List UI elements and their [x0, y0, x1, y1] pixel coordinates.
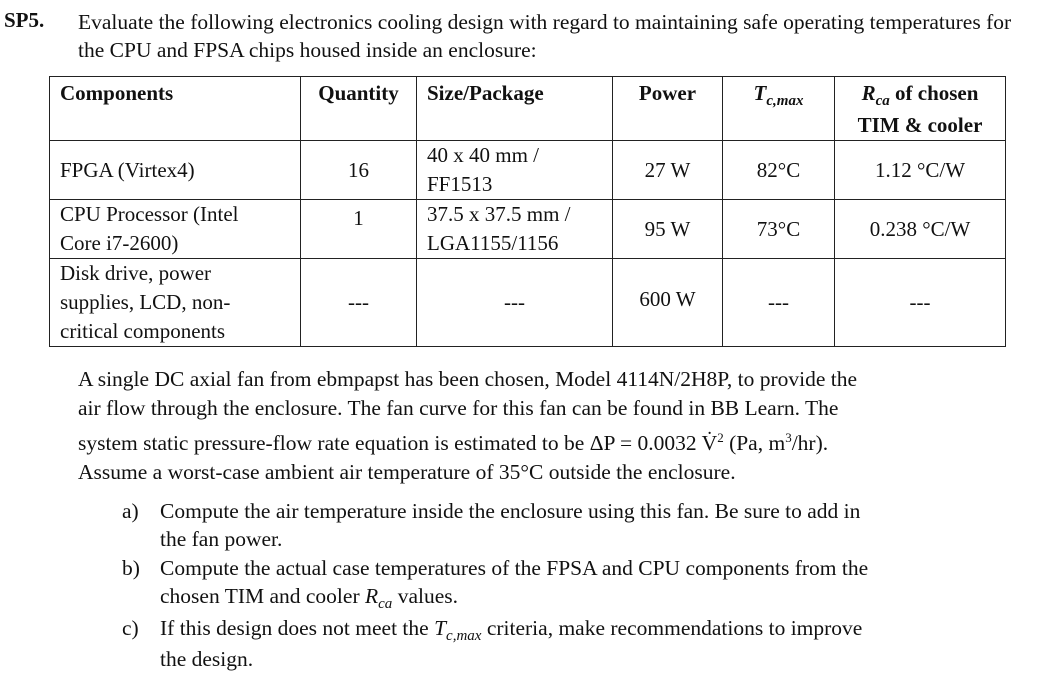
paragraph-line: A single DC axial fan from ebmpapst has been chosen, Model 4114N/2H8P, to provide the [78, 367, 858, 391]
header-size-package: Size/Package [417, 77, 613, 141]
paragraph-line: Assume a worst-case ambient air temperature of 35°C outside the enclosure. [78, 460, 736, 485]
table-row [50, 200, 1006, 259]
table-header-row [50, 77, 1006, 141]
cell-power: 600 W [613, 259, 723, 347]
task-marker: c) [122, 616, 139, 640]
component-spec-table [49, 76, 1006, 347]
cell-tc-max: --- [723, 259, 835, 347]
table-row [50, 259, 1006, 347]
cell-power: 95 W [613, 200, 723, 259]
header-power: Power [613, 77, 723, 141]
table-row [50, 141, 1006, 200]
paragraph-line: air flow through the enclosure. The fan curve for this fan can be found in BB Learn. The [78, 396, 839, 420]
paragraph-line: system static pressure-flow rate equation is estimated to be ΔP = 0.0032 V̇$^2$ (Pa, $m^3/hr$). [78, 430, 829, 456]
cell-rca: 0.238 °C/W [835, 200, 1006, 259]
header-tc-max: $T_{c,max}$ [723, 77, 835, 141]
cell-quantity: 16 [301, 141, 417, 200]
list-item: a) Compute the air temperature inside the enclosure using this fan. Be sure to add in the fan power. [122, 499, 861, 551]
task-marker: b) [122, 556, 140, 580]
cell-size-package: 37.5 x 37.5 mm / LGA1155/1156 [417, 200, 613, 259]
cell-power: 27 W [613, 141, 723, 200]
fan-description-paragraph [78, 365, 1038, 487]
list-item: c) If this design does not meet the $T_{c,max}$ criteria, make recommendations to improve the design. [122, 616, 863, 671]
cell-tc-max: 82°C [723, 141, 835, 200]
problem-label: SP5. [4, 8, 45, 32]
cell-size-package: --- [417, 259, 613, 347]
header-rca: $R_{ca}$ of chosen TIM & cooler [835, 77, 1006, 141]
header-components: Components [50, 77, 301, 141]
cell-rca: --- [835, 259, 1006, 347]
cell-component: Disk drive, power supplies, LCD, non- critical components [50, 259, 301, 347]
task-marker: a) [122, 499, 139, 523]
cell-quantity: 1 [301, 200, 417, 259]
list-item: b) Compute the actual case temperatures of the FPSA and CPU components from the chosen TIM and cooler $R_{ca}$ values. [122, 556, 869, 612]
pressure-flow-equation: ΔP = 0.0032 V̇ [589, 431, 718, 456]
cell-component: FPGA (Virtex4) [50, 141, 301, 200]
cell-component: CPU Processor (Intel Core i7-2600) [50, 200, 301, 259]
header-quantity: Quantity [301, 77, 417, 141]
cell-rca: 1.12 °C/W [835, 141, 1006, 200]
problem-prompt: Evaluate the following electronics cooling design with regard to maintaining safe operating temperatures for the CPU and FPSA chips housed inside an enclosure: [78, 10, 1012, 62]
cell-tc-max: 73°C [723, 200, 835, 259]
task-list [122, 497, 1002, 674]
cell-quantity: --- [301, 259, 417, 347]
cell-size-package: 40 x 40 mm / FF1513 [417, 141, 613, 200]
